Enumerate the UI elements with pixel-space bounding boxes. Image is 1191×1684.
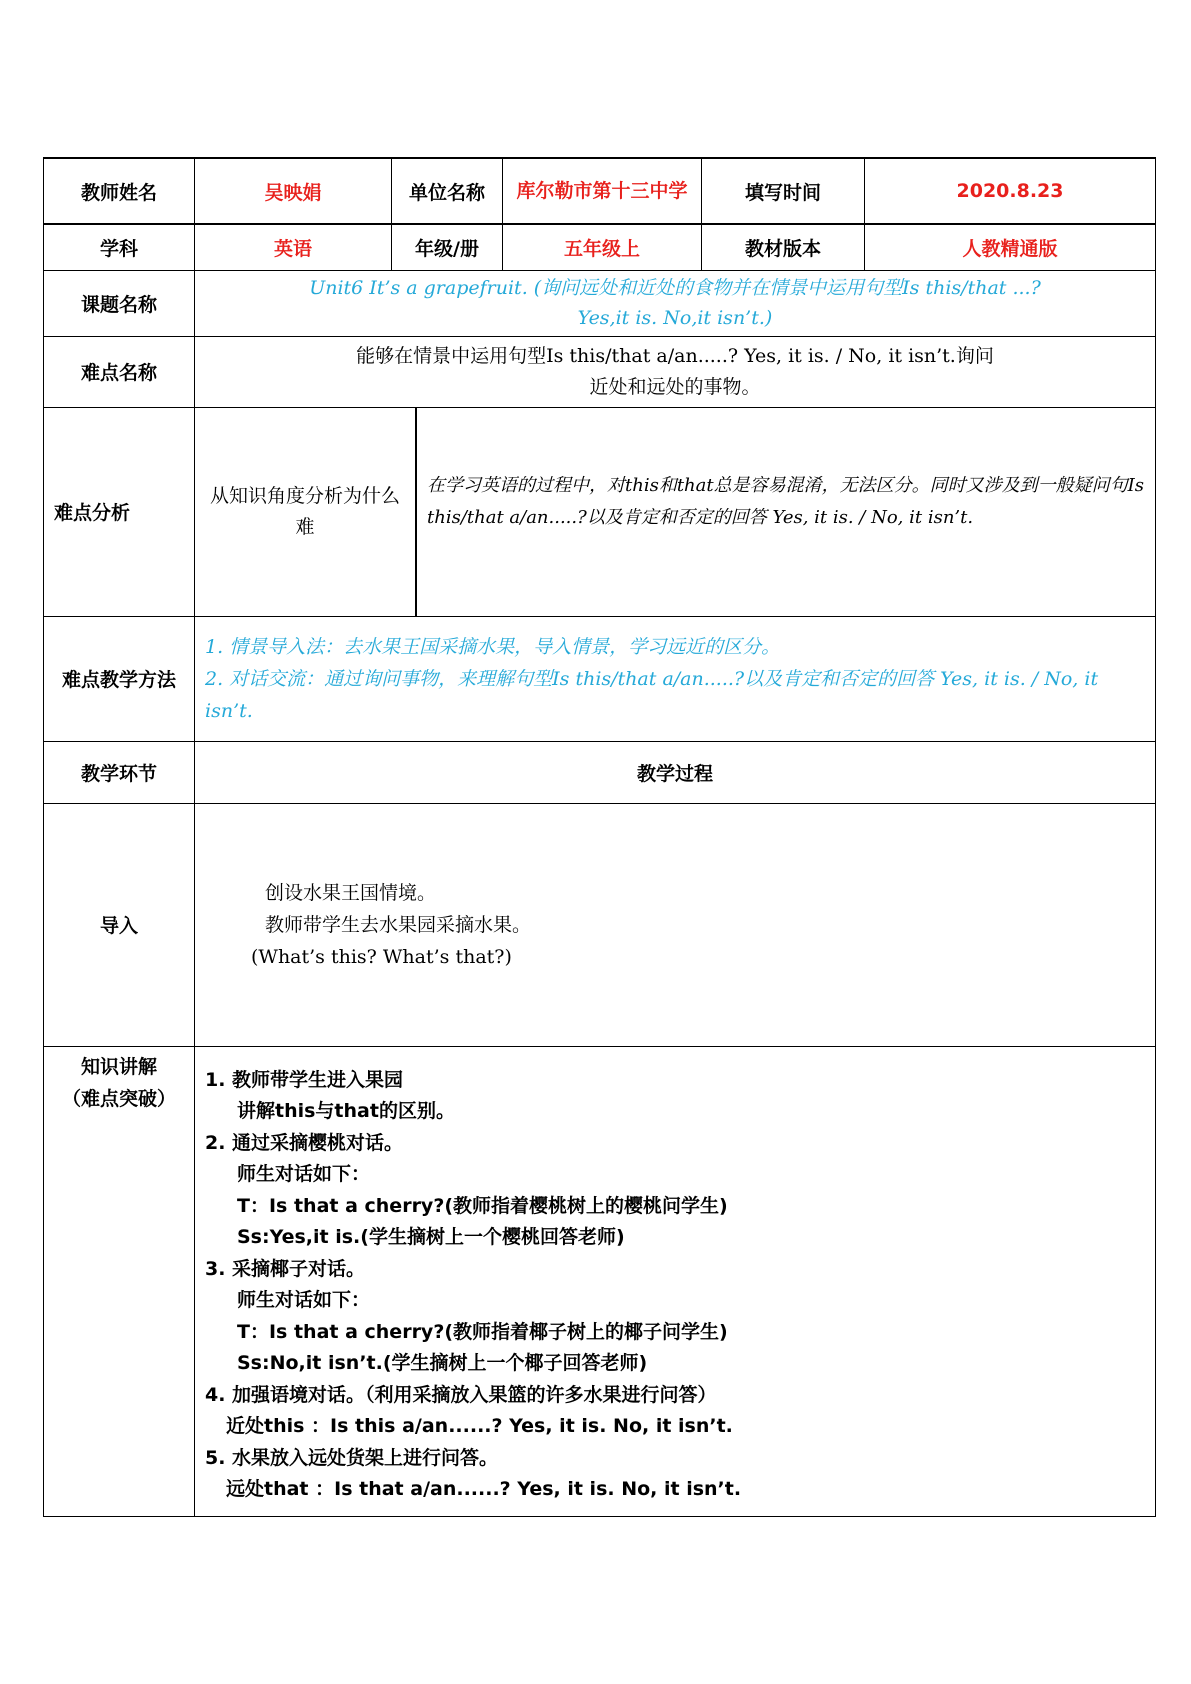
teacher-label: 教师姓名 — [44, 158, 195, 224]
lesson-plan-table — [43, 157, 1156, 1517]
difficulty-label: 难点名称 — [44, 336, 195, 407]
difficulty-line-1: 能够在情景中运用句型Is this/that a/an.....? Yes, it is. / No, it isn’t.询问 — [356, 344, 994, 367]
topic-row — [44, 270, 1156, 336]
knowledge-line: 师生对话如下： — [237, 1163, 371, 1185]
step-label: 教学环节 — [44, 741, 195, 803]
analysis-text-body: 在学习英语的过程中，对this和that总是容易混淆，无法区分。同时又涉及到一般疑问句Is this/that a/an.....?以及肯定和否定的回答 Yes, it is. / No, it isn’t. — [427, 474, 1144, 528]
knowledge-line: 师生对话如下： — [237, 1289, 371, 1311]
knowledge-line: 3. 采摘椰子对话。 — [205, 1257, 366, 1280]
topic-line-1: Unit6 It’s a grapefruit. (询问远处和近处的食物并在情景中运用句型Is this/that ...? — [309, 277, 1041, 299]
process-header-row — [44, 741, 1156, 803]
teacher-value: 吴映娟 — [195, 158, 392, 224]
analysis-row — [44, 407, 1156, 616]
difficulty-row — [44, 336, 1156, 407]
knowledge-line: 2. 通过采摘樱桃对话。 — [205, 1131, 404, 1154]
process-label: 教学过程 — [195, 741, 1156, 803]
analysis-text — [417, 408, 1155, 616]
knowledge-line: 近处this ：Is this a/an......? Yes, it is. No, it isn’t. — [226, 1415, 733, 1437]
edition-value: 人教精通版 — [865, 224, 1156, 270]
date-label: 填写时间 — [702, 158, 865, 224]
intro-line-3: (What’s this? What’s that?) — [251, 945, 512, 968]
analysis-inner — [195, 408, 1155, 616]
topic-text — [195, 270, 1156, 336]
knowledge-line: T：Is that a cherry?(教师指着樱桃树上的樱桃问学生) — [237, 1194, 728, 1217]
knowledge-label — [44, 1046, 195, 1516]
unit-label: 单位名称 — [392, 158, 503, 224]
knowledge-line: 远处that ：Is that a/an......? Yes, it is. No, it isn’t. — [226, 1478, 742, 1500]
knowledge-line: 4. 加强语境对话。（利用采摘放入果篮的许多水果进行问答） — [205, 1383, 717, 1406]
methods-text — [195, 616, 1156, 741]
knowledge-label-1: 知识讲解 — [80, 1055, 157, 1078]
header-row-1 — [44, 158, 1156, 224]
topic-line-2: Yes,it is. No,it isn’t.) — [577, 307, 773, 329]
methods-row — [44, 616, 1156, 741]
unit-value: 库尔勒市第十三中学 — [503, 158, 702, 224]
edition-label: 教材版本 — [702, 224, 865, 270]
knowledge-line: 讲解this与that的区别。 — [237, 1100, 455, 1122]
knowledge-text — [195, 1046, 1156, 1516]
methods-item-2: 2. 对话交流：通过询问事物，来理解句型Is this/that a/an.....?以及肯定和否定的回答 Yes, it is. / No, it isn’t. — [205, 667, 1099, 722]
subject-label: 学科 — [44, 224, 195, 270]
knowledge-line: 5. 水果放入远处货架上进行问答。 — [205, 1446, 499, 1469]
knowledge-line: Ss:No,it isn’t.(学生摘树上一个椰子回答老师) — [237, 1352, 648, 1374]
knowledge-row — [44, 1046, 1156, 1516]
analysis-cell — [195, 407, 1156, 616]
knowledge-line: Ss:Yes,it is.(学生摘树上一个樱桃回答老师) — [237, 1226, 625, 1248]
analysis-label: 难点分析 — [44, 407, 195, 616]
knowledge-line: 1. 教师带学生进入果园 — [205, 1068, 404, 1091]
date-value: 2020.8.23 — [865, 158, 1156, 224]
grade-value: 五年级上 — [503, 224, 702, 270]
intro-label: 导入 — [44, 803, 195, 1046]
intro-text — [195, 803, 1156, 1046]
intro-row — [44, 803, 1156, 1046]
intro-line-1: 创设水果王国情境。 — [265, 881, 437, 904]
methods-item-1: 1. 情景导入法：去水果王国采摘水果，导入情景，学习远近的区分。 — [205, 635, 781, 658]
knowledge-label-2: （难点突破） — [61, 1087, 176, 1110]
intro-line-2: 教师带学生去水果园采摘水果。 — [265, 913, 532, 936]
difficulty-text — [195, 336, 1156, 407]
subject-value: 英语 — [195, 224, 392, 270]
grade-label: 年级/册 — [392, 224, 503, 270]
methods-label: 难点教学方法 — [44, 616, 195, 741]
knowledge-line: T：Is that a cherry?(教师指着椰子树上的椰子问学生) — [237, 1320, 728, 1343]
topic-label: 课题名称 — [44, 270, 195, 336]
difficulty-line-2: 近处和远处的事物。 — [589, 375, 761, 398]
header-row-2 — [44, 224, 1156, 270]
analysis-sub-label: 从知识角度分析为什么难 — [195, 408, 417, 616]
